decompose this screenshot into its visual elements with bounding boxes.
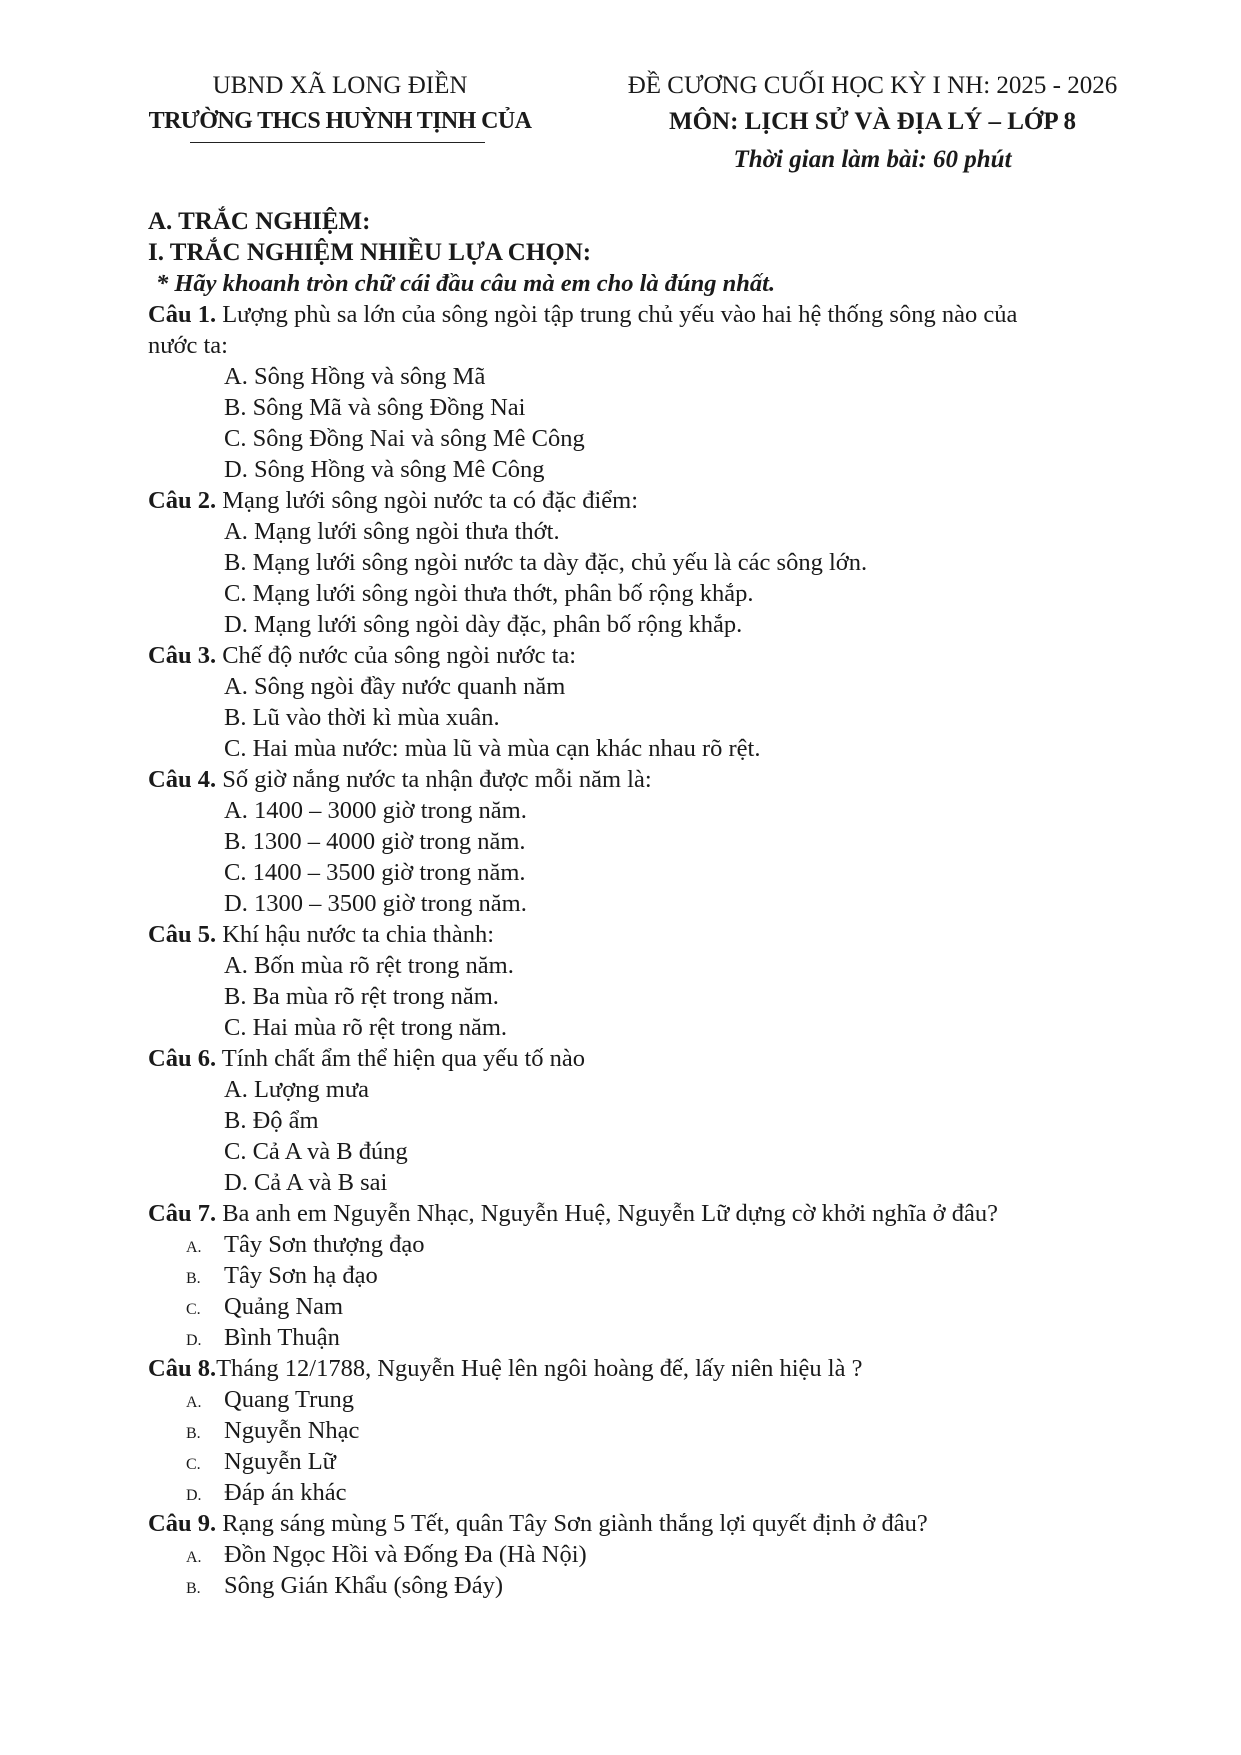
option-b: B. Mạng lưới sông ngòi nước ta dày đặc, chủ yếu là các sông lớn. — [224, 549, 868, 576]
option-text: Tây Sơn hạ đạo — [224, 1262, 378, 1289]
question-text: Ba anh em Nguyễn Nhạc, Nguyễn Huệ, Nguyễn Lữ dựng cờ khởi nghĩa ở đâu? — [216, 1200, 998, 1227]
subsection-title: I. TRẮC NGHIỆM NHIỀU LỰA CHỌN: — [148, 239, 592, 266]
option-c: C. 1400 – 3500 giờ trong năm. — [224, 859, 526, 886]
question-label: Câu 7. — [148, 1200, 217, 1227]
question-label: Câu 5. — [148, 921, 217, 948]
question-5 — [148, 919, 1138, 950]
option-marker: B. — [186, 1270, 201, 1287]
option-b — [148, 1570, 1138, 1601]
question-text: Rạng sáng mùng 5 Tết, quân Tây Sơn giành thắng lợi quyết định ở đâu? — [216, 1510, 928, 1537]
option-marker: C. — [186, 1456, 201, 1473]
option-a: A. Lượng mưa — [224, 1076, 369, 1103]
option-a: A. Sông ngòi đầy nước quanh năm — [224, 673, 566, 700]
question-4 — [148, 764, 1138, 795]
option-a: A. 1400 – 3000 giờ trong năm. — [224, 797, 527, 824]
question-8 — [148, 1353, 1138, 1384]
question-6 — [148, 1043, 1138, 1074]
question-1 — [148, 299, 1138, 330]
option-text: Đồn Ngọc Hồi và Đống Đa (Hà Nội) — [224, 1541, 587, 1568]
question-2 — [148, 485, 1138, 516]
option-marker: A. — [186, 1239, 202, 1256]
option-c — [148, 1446, 1138, 1477]
option-b: B. Ba mùa rõ rệt trong năm. — [224, 983, 499, 1010]
question-label: Câu 1. — [148, 301, 217, 328]
option-a — [148, 1384, 1138, 1415]
header-underline — [190, 142, 485, 143]
option-d: D. 1300 – 3500 giờ trong năm. — [224, 890, 527, 917]
question-3 — [148, 640, 1138, 671]
option-marker: D. — [186, 1487, 202, 1504]
question-label: Câu 2. — [148, 487, 217, 514]
exam-content — [148, 206, 1138, 1601]
question-text: Tháng 12/1788, Nguyễn Huệ lên ngôi hoàng đế, lấy niên hiệu là ? — [216, 1355, 863, 1382]
option-d — [148, 1322, 1138, 1353]
option-marker: C. — [186, 1301, 201, 1318]
option-c: C. Hai mùa nước: mùa lũ và mùa cạn khác nhau rõ rệt. — [224, 735, 761, 762]
question-text-continued: nước ta: — [148, 332, 228, 359]
option-b — [148, 1260, 1138, 1291]
option-text: Bình Thuận — [224, 1324, 340, 1351]
option-a — [148, 1539, 1138, 1570]
option-text: Quang Trung — [224, 1386, 355, 1413]
option-text: Đáp án khác — [224, 1479, 347, 1506]
option-d — [148, 1477, 1138, 1508]
option-a: A. Bốn mùa rõ rệt trong năm. — [224, 952, 514, 979]
option-b: B. 1300 – 4000 giờ trong năm. — [224, 828, 526, 855]
question-label: Câu 6. — [148, 1045, 217, 1072]
option-d: D. Sông Hồng và sông Mê Công — [224, 456, 545, 483]
option-d: D. Mạng lưới sông ngòi dày đặc, phân bố rộng khắp. — [224, 611, 743, 638]
option-text: Nguyễn Lữ — [224, 1448, 336, 1475]
option-d: D. Cả A và B sai — [224, 1169, 388, 1196]
option-b: B. Lũ vào thời kì mùa xuân. — [224, 704, 500, 731]
option-marker: B. — [186, 1425, 201, 1442]
option-a: A. Sông Hồng và sông Mã — [224, 363, 486, 390]
option-marker: A. — [186, 1394, 202, 1411]
question-label: Câu 3. — [148, 642, 217, 669]
option-a — [148, 1229, 1138, 1260]
header-school: TRƯỜNG THCS HUỲNH TỊNH CỦA — [148, 108, 532, 134]
option-marker: B. — [186, 1580, 201, 1597]
option-b: B. Độ ẩm — [224, 1107, 319, 1134]
question-text: Lượng phù sa lớn của sông ngòi tập trung chủ yếu vào hai hệ thống sông nào của — [216, 301, 1018, 328]
question-text: Mạng lưới sông ngòi nước ta có đặc điểm: — [216, 487, 639, 514]
question-label: Câu 4. — [148, 766, 217, 793]
header-exam-title: ĐỀ CƯƠNG CUỐI HỌC KỲ I NH: 2025 - 2026 — [627, 72, 1118, 99]
option-c: C. Mạng lưới sông ngòi thưa thớt, phân bố rộng khắp. — [224, 580, 754, 607]
option-c: C. Cả A và B đúng — [224, 1138, 408, 1165]
option-text: Nguyễn Nhạc — [224, 1417, 360, 1444]
question-text: Khí hậu nước ta chia thành: — [216, 921, 495, 948]
question-7 — [148, 1198, 1138, 1229]
instruction: * Hãy khoanh tròn chữ cái đầu câu mà em cho là đúng nhất. — [156, 270, 776, 297]
option-text: Tây Sơn thượng đạo — [224, 1231, 425, 1258]
header-commune: UBND XÃ LONG ĐIỀN — [212, 72, 468, 99]
option-b — [148, 1415, 1138, 1446]
option-marker: D. — [186, 1332, 202, 1349]
option-marker: A. — [186, 1549, 202, 1566]
question-9 — [148, 1508, 1138, 1539]
option-a: A. Mạng lưới sông ngòi thưa thớt. — [224, 518, 560, 545]
header-subject: MÔN: LỊCH SỬ VÀ ĐỊA LÝ – LỚP 8 — [669, 108, 1076, 135]
option-text: Sông Gián Khẩu (sông Đáy) — [224, 1572, 503, 1599]
question-text: Chế độ nước của sông ngòi nước ta: — [216, 642, 577, 669]
option-c — [148, 1291, 1138, 1322]
header-duration: Thời gian làm bài: 60 phút — [733, 146, 1012, 173]
question-text: Tính chất ẩm thể hiện qua yếu tố nào — [216, 1045, 586, 1072]
option-c: C. Hai mùa rõ rệt trong năm. — [224, 1014, 508, 1041]
option-text: Quảng Nam — [224, 1293, 344, 1320]
option-c: C. Sông Đồng Nai và sông Mê Công — [224, 425, 585, 452]
option-b: B. Sông Mã và sông Đồng Nai — [224, 394, 526, 421]
question-label: Câu 8. — [148, 1355, 217, 1382]
question-label: Câu 9. — [148, 1510, 217, 1537]
question-text: Số giờ nắng nước ta nhận được mỗi năm là: — [216, 766, 652, 793]
section-title: A. TRẮC NGHIỆM: — [148, 208, 371, 235]
